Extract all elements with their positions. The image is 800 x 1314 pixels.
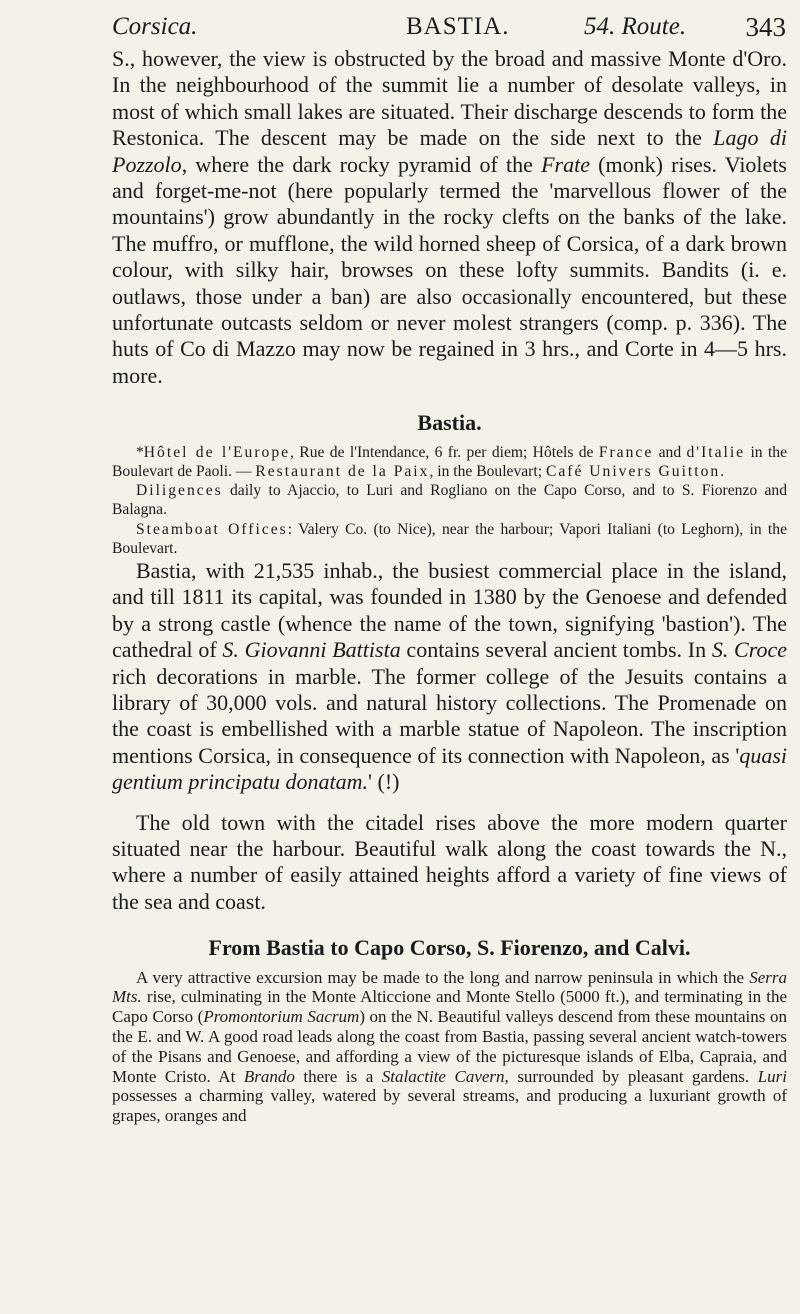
church-name: S. Croce	[711, 637, 788, 663]
steamboat-paragraph: Steamboat Offices: Valery Co. (to Nice), near the harbour; Vapori Italiani (to Leghorn), in the Boulevart.	[112, 520, 787, 557]
brando: Brando	[243, 1066, 295, 1086]
page-number: 343	[745, 12, 786, 42]
running-head-title: BASTIA.	[406, 13, 510, 40]
inscription-quote: quasi gentium principatu donatam.	[112, 742, 787, 795]
restaurant-paix: Restaurant de la Paix	[255, 462, 430, 480]
running-head	[112, 10, 786, 44]
diligences-paragraph: Diligences daily to Ajaccio, to Luri and Rogliano on the Capo Corso, and to S. Fiorenzo and Balagna.	[112, 482, 787, 519]
paragraph-gap	[112, 796, 787, 810]
running-head-region: Corsica.	[112, 13, 198, 40]
cathedral-name: S. Giovanni Battista	[222, 637, 401, 663]
hotels-paragraph: *Hôtel de l'Europe, Rue de l'Intendance, 6 fr. per diem; Hôtels de France and d'Italie in the Boulevart de Paoli. — Restaurant de la Paix, in the Boulevart; Café Univers Guitton.	[112, 443, 787, 480]
promontorium-sacrum: Promontorium Sacrum	[203, 1007, 360, 1027]
old-town-paragraph: The old town with the citadel rises above the more modern quarter situated near the harbour. Beautiful walk along the coast towards the N., where a number of easily attained heights afford a variety of fine views of the sea and coast.	[112, 809, 787, 914]
hotel-italie: d'Italie	[686, 443, 746, 461]
intro-paragraph: S., however, the view is obstructed by the broad and massive Monte d'Oro. In the neighbourhood of the summit lie a number of desolate valleys, in most of which small lakes are situated. Their discharge descends to form the Restonica. The descent may be made on the side next to the Lago di Pozzolo, where the dark rocky pyramid of the Frate (monk) rises. Violets and forget-me-not (here popularly termed the 'marvellous flower of the mountains') grow abundantly in the rocky clefts on the banks of the lake. The muffro, or mufflone, the wild horned sheep of Corsica, of a dark brown colour, with silky hair, browses on these lofty summits. Bandits (i. e. outlaws, those under a ban) are also occasionally encountered, but these unfortunate outcasts seldom or never molest strangers (comp. p. 336). The huts of Co di Mazzo may now be regained in 3 hrs., and Corte in 4—5 hrs. more.	[112, 46, 787, 388]
bastia-description: Bastia, with 21,535 inhab., the busiest commercial place in the island, and till 1811 its capital, was founded in 1380 by the Genoese and defended by a strong castle (whence the name of the town, signifying 'bastion'). The cathedral of S. Giovanni Battista contains several ancient tombs. In S. Croce rich decorations in marble. The former college of the Jesuits contains a library of 30,000 vols. and natural history collections. The Promenade on the coast is embellished with a marble statue of Napoleon. The inscription mentions Corsica, in consequence of its connection with Napoleon, as 'quasi gentium principatu donatam.' (!)	[112, 557, 788, 795]
excursion-paragraph: A very attractive excursion may be made to the long and narrow peninsula in which the Serra Mts. rise, culminating in the Monte Alticcione and Monte Stello (5000 ft.), and terminating in the Capo Corso (Promontorium Sacrum) on the N. Beautiful valleys descend from these mountains on the E. and W. A good road leads along the coast from Bastia, passing several ancient watch-towers of the Pisans and Genoese, and affording a view of the picturesque islands of Elba, Capraia, and Monte Cristo. At Brando there is a Stalactite Cavern, surrounded by pleasant gardens. Luri possesses a charming valley, watered by several streams, and producing a luxuriant growth of grapes, oranges and	[112, 967, 787, 1126]
luri: Luri	[757, 1066, 787, 1086]
section-title-bastia: Bastia.	[417, 410, 482, 436]
practical-info	[112, 443, 787, 558]
excursion-heading: From Bastia to Capo Corso, S. Fiorenzo, and Calvi.	[208, 935, 691, 961]
running-head-route: 54. Route.	[584, 13, 687, 40]
serra-mts: Serra Mts.	[112, 967, 787, 1007]
page-body	[112, 46, 787, 1126]
hotel-france: France	[598, 443, 654, 461]
hotel-europe: Hôtel de l'Europe	[143, 443, 291, 461]
frate: Frate	[541, 151, 590, 177]
stalactite-cavern: Stalactite Cavern	[381, 1066, 505, 1086]
lago-di-pozzolo: Lago di Pozzolo	[112, 125, 787, 177]
cafe-univers: Café Univers Guitton	[545, 462, 721, 480]
excursion-text	[112, 968, 787, 1126]
